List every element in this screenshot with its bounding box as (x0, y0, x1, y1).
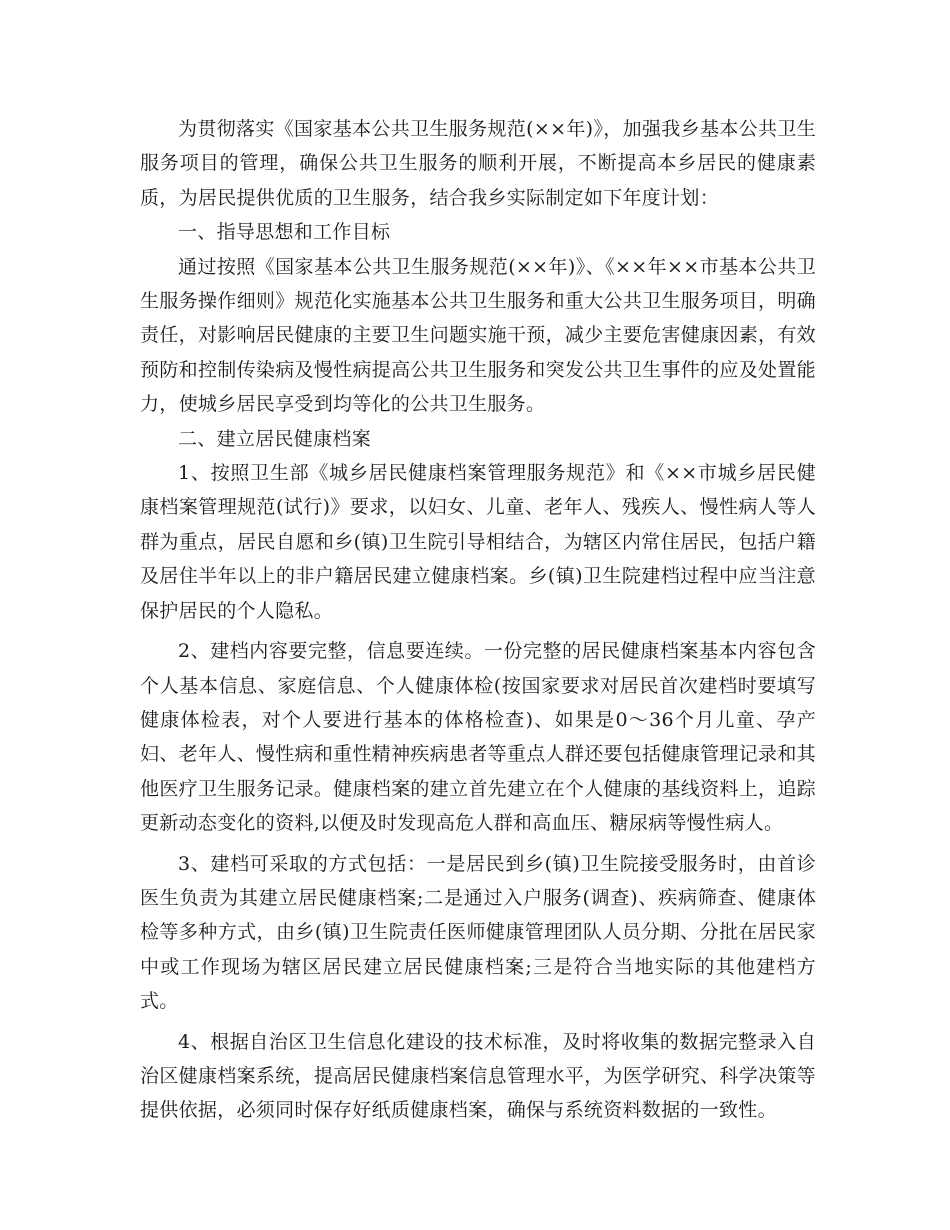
intro-paragraph: 为贯彻落实《国家基本公共卫生服务规范(××年)》，加强我乡基本公共卫生服务项目的管理，确保公共卫生服务的顺利开展，不断提高本乡居民的健康素质，为居民提供优质的卫生服务，结合我乡实际制定如下年度计划： (140, 118, 816, 209)
document-body (140, 112, 816, 1128)
health-records-item-1: 1、按照卫生部《城乡居民健康档案管理服务规范》和《××市城乡居民健康档案管理规范(试行)》要求，以妇女、儿童、老年人、残疾人、慢性病人等人群为重点，居民自愿和乡(镇)卫生院引导相结合，为辖区内常住居民，包括户籍及居住半年以上的非户籍居民建立健康档案。乡(镇)卫生院建档过程中应当注意保护居民的个人隐私。 (140, 462, 816, 622)
guiding-principles-paragraph: 通过按照《国家基本公共卫生服务规范(××年)》、《××年××市基本公共卫生服务操作细则》规范化实施基本公共卫生服务和重大公共卫生服务项目，明确责任，对影响居民健康的主要卫生问题实施干预，减少主要危害健康因素，有效预防和控制传染病及慢性病提高公共卫生服务和突发公共卫生事件的应及处置能力，使城乡居民享受到均等化的公共卫生服务。 (140, 255, 816, 416)
health-records-item-4: 4、根据自治区卫生信息化建设的技术标准，及时将收集的数据完整录入自治区健康档案系统，提高居民健康档案信息管理水平，为医学研究、科学决策等提供依据，必须同时保存好纸质健康档案，确保与系统资料数据的一致性。 (140, 1030, 816, 1122)
health-records-item-2: 2、建档内容要完整，信息要连续。一份完整的居民健康档案基本内容包含个人基本信息、家庭信息、个人健康体检(按国家要求对居民首次建档时要填写健康体检表，对个人要进行基本的体格检查)、如果是0～36个月儿童、孕产妇、老年人、慢性病和重性精神疾病患者等重点人群还要包括健康管理记录和其他医疗卫生服务记录。健康档案的建立首先建立在个人健康的基线资料上，追踪更新动态变化的资料,以便及时发现高危人群和高血压、糖尿病等慢性病人。 (140, 640, 816, 835)
section-heading-health-records: 二、建立居民健康档案 (178, 427, 372, 450)
section-heading-guiding-principles: 一、指导思想和工作目标 (178, 221, 391, 244)
health-records-item-3: 3、建档可采取的方式包括：一是居民到乡(镇)卫生院接受服务时，由首诊医生负责为其建立居民健康档案;二是通过入户服务(调查)、疾病筛查、健康体检等多种方式，由乡(镇)卫生院责任医师健康管理团队人员分期、分批在居民家中或工作现场为辖区居民建立居民健康档案;三是符合当地实际的其他建档方式。 (140, 852, 816, 1013)
